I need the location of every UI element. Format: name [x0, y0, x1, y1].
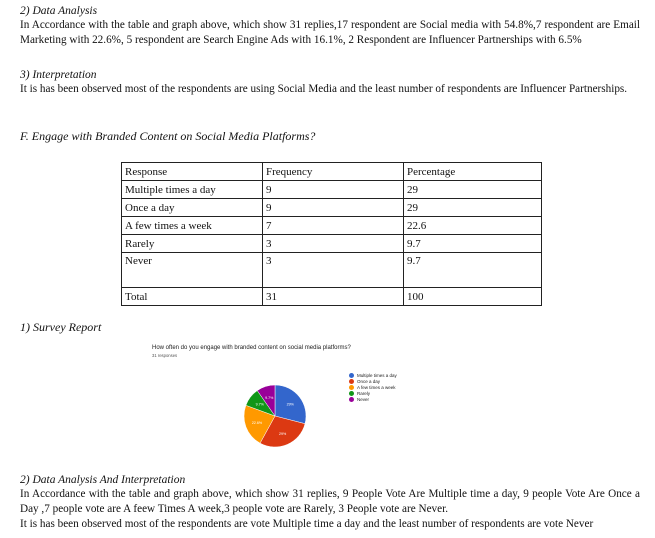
chart-title: How often do you engage with branded content on social media platforms?: [152, 345, 351, 351]
section-f-heading: F. Engage with Branded Content on Social Media Platforms?: [20, 129, 316, 143]
cell-frequency: 3: [263, 235, 404, 253]
table-row: [122, 181, 542, 199]
legend-item-a-few-times-a-week: [349, 384, 397, 390]
legend-label: Never: [357, 397, 370, 403]
legend-item-never: [349, 397, 397, 403]
interpretation-heading: 3) Interpretation: [20, 69, 97, 81]
response-table: [121, 162, 542, 306]
legend-swatch: [349, 373, 354, 378]
chart-legend: [349, 372, 397, 403]
analysis-interpretation-text-2: It is has been observed most of the respondents are vote Multiple time a day and the least number of respondents are vote Never: [20, 518, 594, 530]
legend-label: Once a day: [357, 378, 381, 384]
total-label: Total: [122, 288, 263, 306]
total-frequency: 31: [263, 288, 404, 306]
survey-report-heading: 1) Survey Report: [20, 320, 102, 334]
cell-frequency: 3: [263, 253, 404, 288]
analysis-interpretation-heading: 2) Data Analysis And Interpretation: [20, 474, 186, 486]
cell-percentage: 9.7: [404, 253, 542, 288]
pie-chart: [225, 366, 325, 466]
legend-label: Multiple times a day: [357, 372, 397, 378]
table-row: [122, 253, 542, 288]
pie-label-once-a-day: 29%: [279, 431, 287, 436]
legend-item-multiple-times-a-day: [349, 372, 397, 378]
legend-label: Rarely: [357, 391, 371, 397]
data-analysis-heading: 2) Data Analysis: [20, 5, 98, 17]
chart-subtitle: 31 responses: [152, 353, 178, 358]
table-row: [122, 199, 542, 217]
header-frequency: Frequency: [263, 163, 404, 181]
legend-swatch: [349, 385, 354, 390]
legend-swatch: [349, 379, 354, 384]
table-row: [122, 217, 542, 235]
cell-percentage: 29: [404, 181, 542, 199]
table-row: [122, 235, 542, 253]
header-percentage: Percentage: [404, 163, 542, 181]
pie-label-rarely: 9.7%: [255, 402, 264, 407]
cell-response: Never: [122, 253, 263, 288]
cell-response: Multiple times a day: [122, 181, 263, 199]
cell-percentage: 22.6: [404, 217, 542, 235]
cell-response: Rarely: [122, 235, 263, 253]
legend-swatch: [349, 397, 354, 402]
interpretation-text: It is has been observed most of the respondents are using Social Media and the least number of respondents are Influencer Partnerships.: [20, 83, 628, 95]
header-response: Response: [122, 163, 263, 181]
analysis-interpretation-text-1: In Accordance with the table and graph above, which show 31 replies, 9 People Vote Are Multiple time a day, 9 people Vote Are Once a Day ,7 people vote are A feew Times A week,3 people vote are Rarely, 3 People vote are Never.: [20, 488, 640, 515]
table-total-row: [122, 288, 542, 306]
cell-response: A few times a week: [122, 217, 263, 235]
legend-swatch: [349, 391, 354, 396]
cell-frequency: 7: [263, 217, 404, 235]
pie-label-never: 9.7%: [265, 395, 274, 400]
pie-label-a-few-times-a-week: 22.6%: [251, 420, 263, 425]
cell-percentage: 29: [404, 199, 542, 217]
legend-label: A few times a week: [357, 384, 396, 390]
total-percentage: 100: [404, 288, 542, 306]
cell-response: Once a day: [122, 199, 263, 217]
cell-percentage: 9.7: [404, 235, 542, 253]
cell-frequency: 9: [263, 199, 404, 217]
data-analysis-text: In Accordance with the table and graph above, which show 31 replies,17 respondent are Social media with 54.8%,7 respondent are Email Marketing with 22.6%, 5 respondent are Search Engine Ads with 16.1%, 2 Respondent are Influencer Partnerships with 6.5%: [20, 19, 640, 46]
table-header-row: [122, 163, 542, 181]
pie-label-multiple-times-a-day: 29%: [286, 402, 294, 407]
cell-frequency: 9: [263, 181, 404, 199]
